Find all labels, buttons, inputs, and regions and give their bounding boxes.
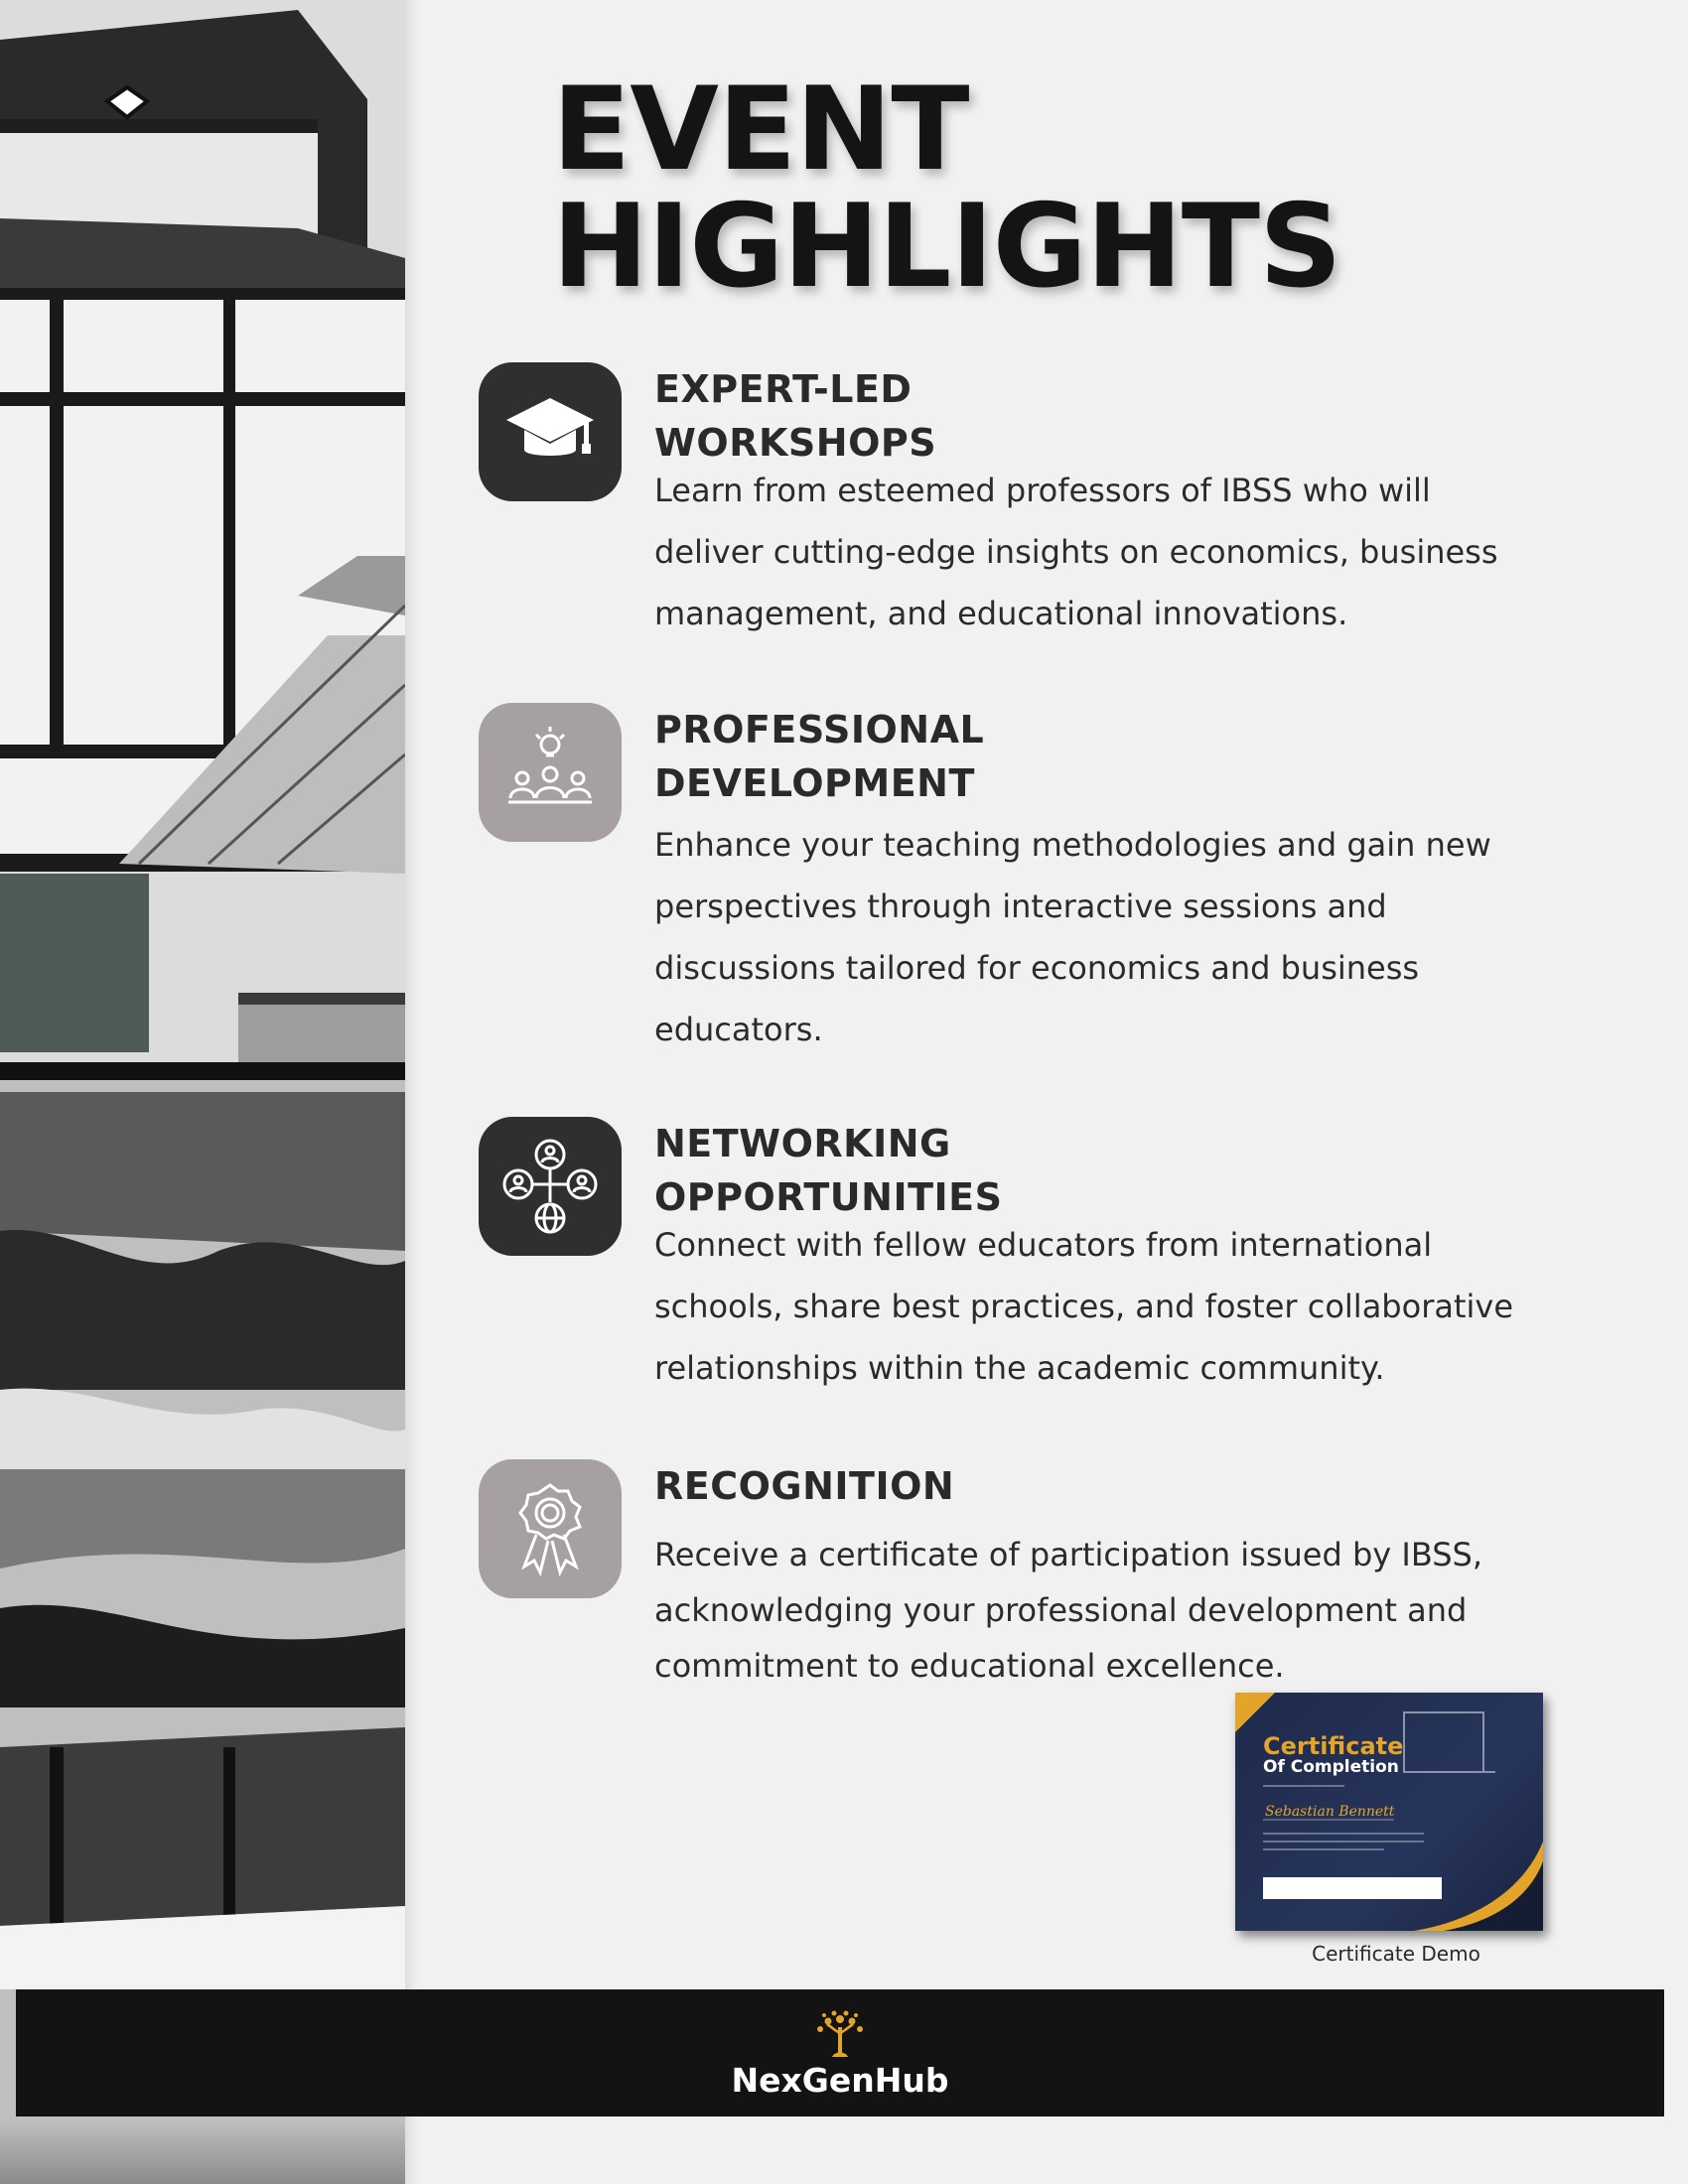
graduation-cap-icon	[502, 384, 598, 479]
description-line: acknowledging your professional development and	[654, 1591, 1468, 1629]
highlight-title	[654, 1459, 1548, 1513]
building-photo	[0, 0, 405, 2184]
description-line: Connect with fellow educators from international	[654, 1226, 1433, 1264]
highlight-title-line-1: PROFESSIONAL	[654, 708, 985, 751]
panel-divider	[405, 0, 419, 2184]
description-line: Enhance your teaching methodologies and gain new	[654, 826, 1491, 864]
highlight-title-line-2: OPPORTUNITIES	[654, 1175, 1003, 1219]
highlight-title-line-1: EXPERT-LED	[654, 367, 913, 411]
description-line: perspectives through interactive sessions and	[654, 887, 1387, 925]
page-title	[552, 63, 1446, 314]
highlight-description	[654, 1527, 1608, 1694]
footer-bar	[16, 1989, 1664, 2116]
description-line: relationships within the academic community.	[654, 1349, 1385, 1387]
highlight-title	[654, 362, 1548, 470]
description-line: Receive a certificate of participation issued by IBSS,	[654, 1536, 1483, 1573]
highlight-description	[654, 460, 1608, 644]
description-line: Learn from esteemed professors of IBSS who will	[654, 472, 1431, 509]
description-line: discussions tailored for economics and business	[654, 949, 1420, 987]
highlight-title-line-1: NETWORKING	[654, 1122, 951, 1165]
highlight-title-line-1: RECOGNITION	[654, 1464, 955, 1508]
description-line: management, and educational innovations.	[654, 595, 1348, 632]
icon-tile	[479, 1459, 622, 1598]
title-line-1: EVENT	[552, 63, 969, 197]
certificate-logos	[1263, 1877, 1442, 1899]
title-line-2: HIGHLIGHTS	[552, 180, 1341, 314]
highlight-description	[654, 814, 1608, 1060]
highlight-professional-development	[479, 703, 1611, 1050]
highlight-title	[654, 703, 1548, 810]
description-line: commitment to educational excellence.	[654, 1647, 1285, 1685]
highlight-title-line-2: DEVELOPMENT	[654, 761, 975, 805]
team-idea-icon	[500, 723, 600, 822]
tree-logo-icon	[16, 2009, 1664, 2065]
icon-tile	[479, 1117, 622, 1256]
icon-tile	[479, 703, 622, 842]
highlight-title-line-2: WORKSHOPS	[654, 421, 937, 465]
certificate-caption: Certificate Demo	[1312, 1942, 1480, 1966]
highlight-expert-led-workshops	[479, 362, 1611, 650]
global-network-icon	[498, 1135, 602, 1238]
description-line: deliver cutting-edge insights on economics, business	[654, 533, 1498, 571]
building-illustration	[0, 0, 405, 2184]
highlight-description	[654, 1214, 1608, 1399]
certificate-subtitle: Of Completion	[1263, 1757, 1399, 1777]
highlight-networking-opportunities	[479, 1117, 1611, 1405]
certificate-preview	[1235, 1693, 1543, 1931]
photo-bottom-strip	[0, 2124, 405, 2184]
highlight-title	[654, 1117, 1548, 1224]
award-ribbon-icon	[502, 1479, 598, 1578]
icon-tile	[479, 362, 622, 501]
certificate-title: Certificate	[1263, 1732, 1404, 1760]
brand-name: NexGenHub	[731, 2061, 949, 2100]
certificate-recipient: Sebastian Bennett	[1265, 1804, 1395, 1820]
highlight-recognition	[479, 1459, 1611, 1688]
description-line: educators.	[654, 1011, 823, 1048]
description-line: schools, share best practices, and foster collaborative	[654, 1288, 1514, 1325]
